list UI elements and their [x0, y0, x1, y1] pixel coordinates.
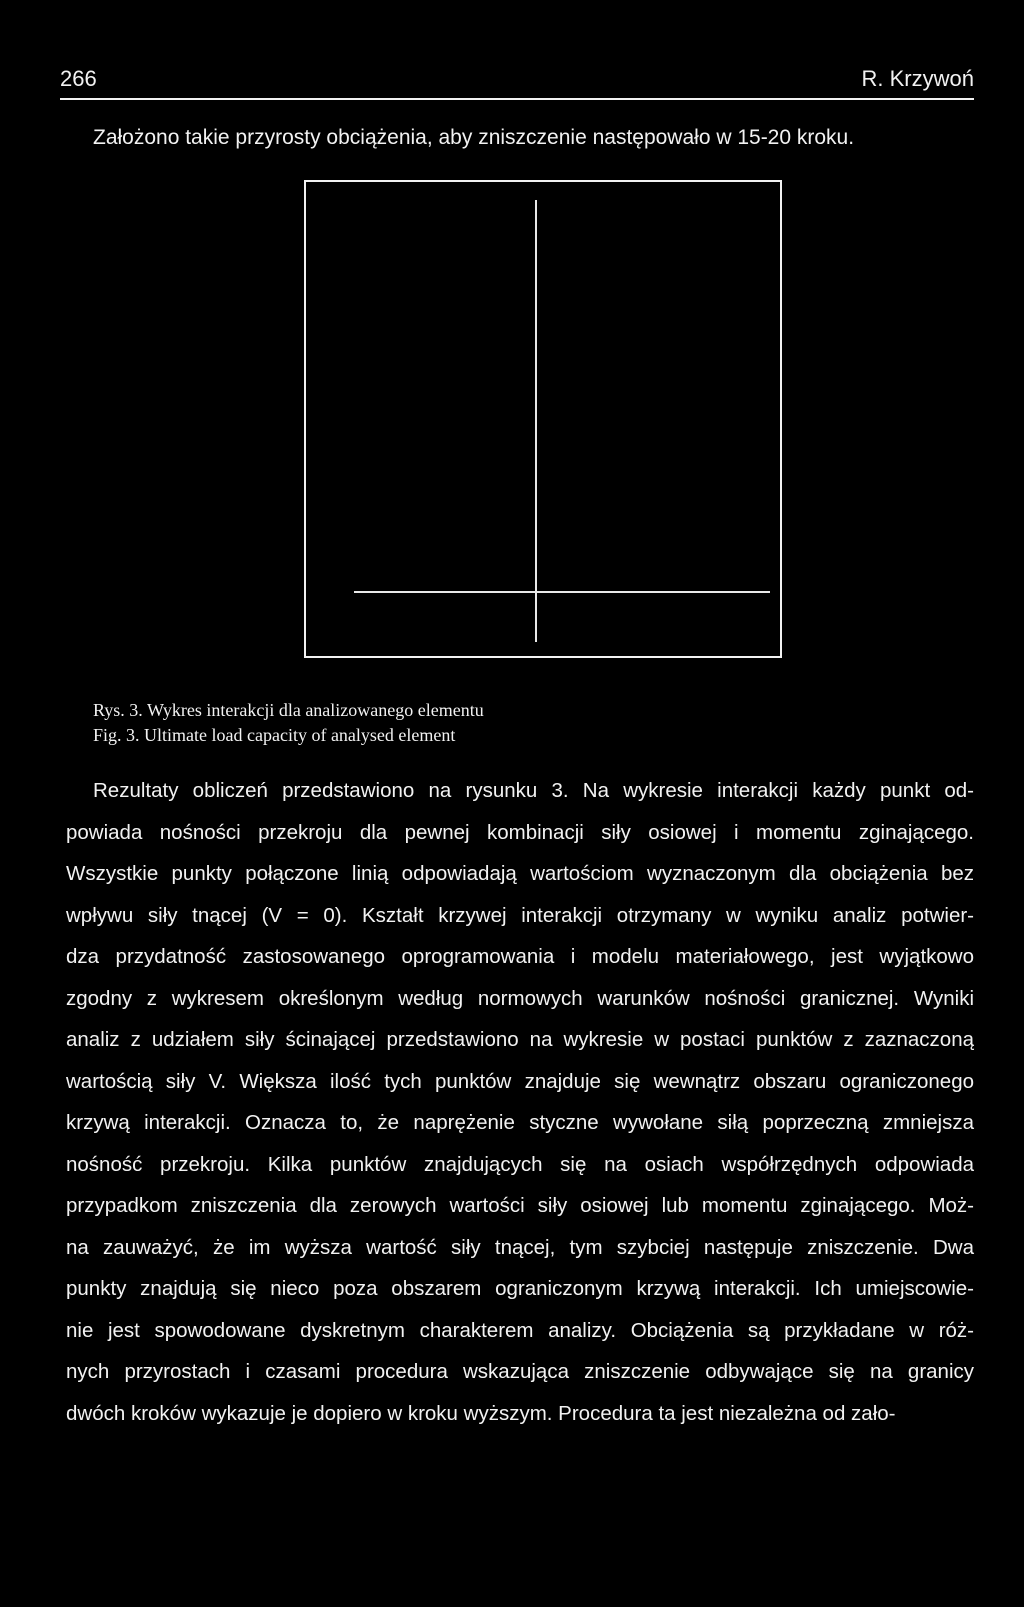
- body-line: wpływu siły tnącej (V = 0). Kształt krzywej interakcji otrzymany w wyniku analiz potwier-: [66, 903, 974, 927]
- body-line: nych przyrostach i czasami procedura wskazująca zniszczenie odbywające się na granicy: [66, 1360, 974, 1383]
- intro-paragraph: Założono takie przyrosty obciążenia, aby zniszczenie następowało w 15-20 kroku.: [93, 126, 855, 149]
- body-line: nie jest spowodowane dyskretnym charakterem analizy. Obciążenia są przykładane w róż-: [66, 1318, 974, 1342]
- body-line: Wszystkie punkty połączone linią odpowiadają wartościom wyznaczonym dla obciążenia bez: [66, 862, 974, 885]
- body-line: krzywą interakcji. Oznacza to, że naprężenie styczne wywołane siłą poprzeczną zmniejsza: [66, 1111, 974, 1134]
- running-head: R. Krzywoń: [861, 66, 974, 91]
- body-line: analiz z udziałem siły ścinającej przedstawiono na wykresie w postaci punktów z zaznaczoną: [66, 1028, 974, 1051]
- page-number: 266: [60, 66, 97, 91]
- body-line: punkty znajdują się nieco poza obszarem ograniczonym krzywą interakcji. Ich umiejscowie-: [66, 1277, 974, 1300]
- page-header: [60, 64, 974, 100]
- body-line: przypadkom zniszczenia dla zerowych wartości siły osiowej lub momentu zginającego. Moż-: [66, 1194, 974, 1217]
- body-line: na zauważyć, że im wyższa wartość siły tnącej, tym szybciej następuje zniszczenie. Dwa: [66, 1235, 974, 1259]
- body-paragraph: [66, 770, 974, 1434]
- body-line: powiada nośności przekroju dla pewnej kombinacji siły osiowej i momentu zginającego.: [66, 820, 974, 844]
- body-line: wartością siły V. Większa ilość tych punktów znajduje się wewnątrz obszaru ograniczonego: [66, 1069, 974, 1093]
- figure-caption-en: Fig. 3. Ultimate load capacity of analysed element: [93, 725, 456, 745]
- figure-caption-pl: Rys. 3. Wykres interakcji dla analizowanego elementu: [93, 700, 484, 720]
- interaction-chart-axes: [306, 182, 780, 656]
- body-line: Rezultaty obliczeń przedstawiono na rysunku 3. Na wykresie interakcji każdy punkt od-: [93, 779, 974, 802]
- body-line: zgodny z wykresem określonym według normowych warunków nośności granicznej. Wyniki: [66, 986, 974, 1010]
- body-line: dwóch kroków wykazuje je dopiero w kroku wyższym. Procedura ta jest niezależna od zało-: [66, 1401, 896, 1425]
- interaction-chart-frame: [304, 180, 782, 658]
- body-line: dza przydatność zastosowanego oprogramowania i modelu materiałowego, jest wyjątkowo: [66, 945, 974, 968]
- body-line: nośność przekroju. Kilka punktów znajdujących się na osiach współrzędnych odpowiada: [66, 1152, 974, 1176]
